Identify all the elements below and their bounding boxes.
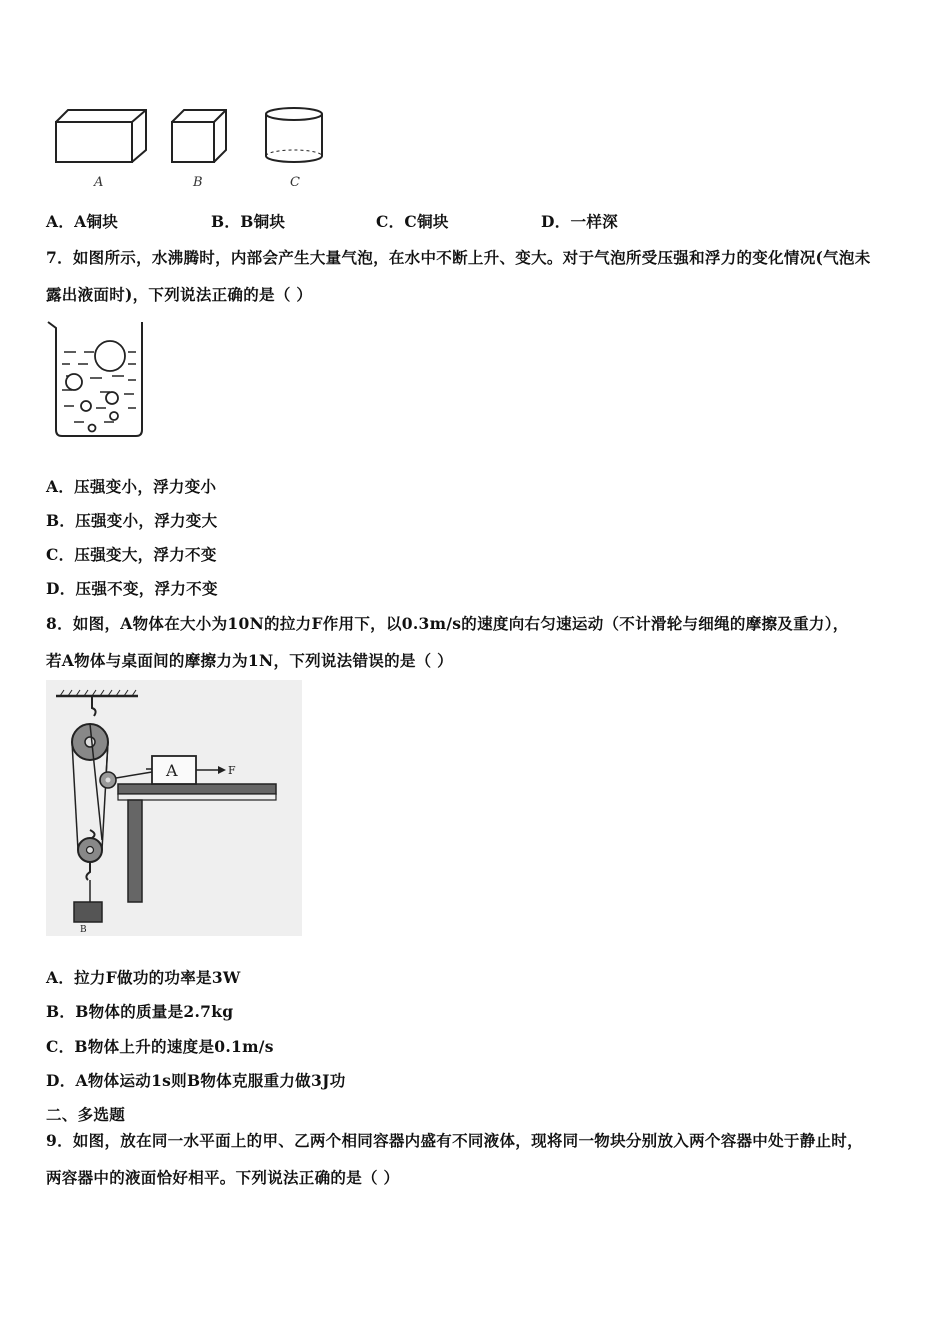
q6-option-d[interactable]: D．一样深	[541, 212, 618, 231]
q8-option-d[interactable]: D．A物体运动1s则B物体克服重力做3J功	[46, 1071, 346, 1090]
block-b-label: B	[80, 925, 87, 935]
q8-pulley-figure	[46, 680, 302, 936]
block-a	[56, 110, 146, 162]
q6-option-a[interactable]: A．A铜块	[46, 212, 119, 231]
label-c: C	[290, 175, 300, 190]
block-a-label: A	[166, 761, 178, 780]
q8-stem-line1: 8．如图，A物体在大小为10N的拉力F作用下，以0.3m/s的速度向右匀速运动（不计滑轮与细绳的摩擦及重力），	[46, 614, 849, 633]
section-heading: 二、多选题	[46, 1105, 126, 1124]
q7-option-a[interactable]: A．压强变小，浮力变小	[46, 477, 217, 496]
q9-stem-line2: 两容器中的液面恰好相平。下列说法正确的是（ ）	[46, 1168, 400, 1187]
cylinder-c	[266, 108, 322, 162]
block-b	[172, 110, 226, 162]
q6-figure	[50, 100, 340, 200]
q7-option-b[interactable]: B．压强变小，浮力变大	[46, 511, 218, 530]
force-label: F	[228, 764, 236, 777]
q7-stem-line2: 露出液面时)，下列说法正确的是（ ）	[46, 285, 313, 304]
q9-stem-line1: 9．如图，放在同一水平面上的甲、乙两个相同容器内盛有不同液体，现将同一物块分别放入两个容器中处于静止时，	[46, 1131, 863, 1150]
q8-option-b[interactable]: B．B物体的质量是2.7kg	[46, 1002, 234, 1021]
q7-option-c[interactable]: C．压强变大，浮力不变	[46, 545, 217, 564]
label-b: B	[193, 175, 203, 190]
q8-option-a[interactable]: A．拉力F做功的功率是3W	[46, 968, 241, 987]
q7-option-d[interactable]: D．压强不变，浮力不变	[46, 579, 218, 598]
q8-stem-line2: 若A物体与桌面间的摩擦力为1N，下列说法错误的是（ ）	[46, 651, 453, 670]
q7-beaker-figure	[44, 318, 149, 440]
q7-stem-line1: 7．如图所示，水沸腾时，内部会产生大量气泡，在水中不断上升、变大。对于气泡所受压强和浮力的变化情况(气泡未	[46, 248, 871, 267]
q6-option-c[interactable]: C．C铜块	[376, 212, 449, 231]
label-a: A	[94, 175, 104, 190]
q6-option-b[interactable]: B．B铜块	[211, 212, 286, 231]
q8-option-c[interactable]: C．B物体上升的速度是0.1m/s	[46, 1037, 274, 1056]
